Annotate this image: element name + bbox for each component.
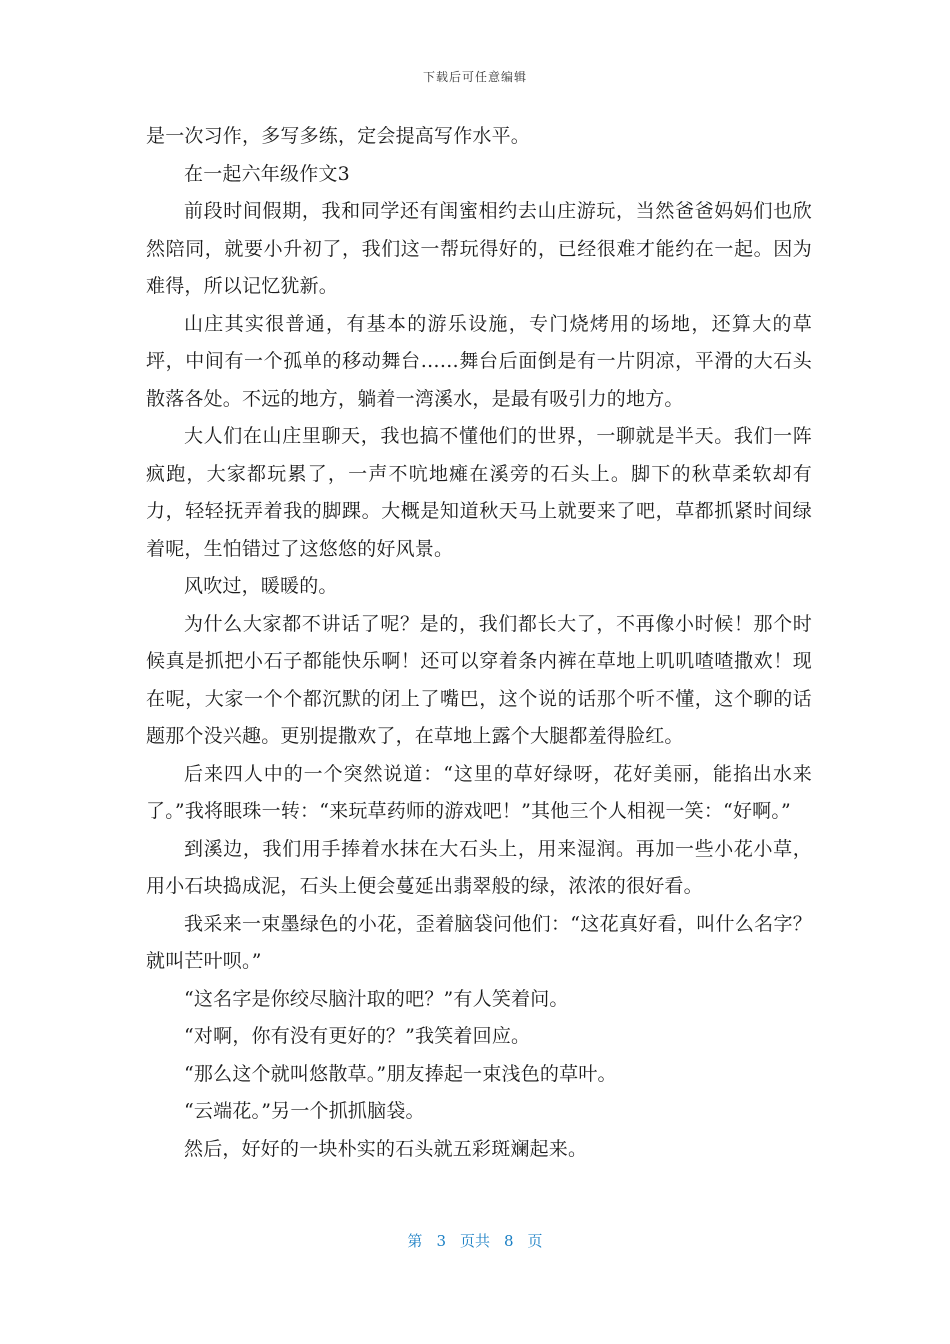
current-page-number: 3 [436, 1232, 446, 1250]
page-header: 下载后可任意编辑 [422, 70, 527, 84]
paragraph-4: 山庄其实很普通，有基本的游乐设施，专门烧烤用的场地，还算大的草坪，中间有一个孤单的移动舞台……舞台后面倒是有一片阴凉，平滑的大石头散落各处。不远的地方，躺着一湾溪水，是最有吸引力的地方。 [146, 312, 812, 410]
paragraph-13: “那么这个就叫悠散草。”朋友捧起一束浅色的草叶。 [184, 1062, 617, 1085]
document-body [146, 118, 812, 1168]
paragraph-1: 是一次习作，多写多练，定会提高写作水平。 [146, 125, 531, 147]
paragraph-6: 风吹过，暖暖的。 [184, 575, 338, 597]
paragraph-5: 大人们在山庄里聊天，我也搞不懂他们的世界，一聊就是半天。我们一阵疯跑，大家都玩累了，一声不吭地瘫在溪旁的石头上。脚下的秋草柔软却有力，轻轻抚弄着我的脚踝。大概是知道秋天马上就要来了吧，草都抓紧时间绿着呢，生怕错过了这悠悠的好风景。 [146, 425, 812, 560]
total-pages-number: 8 [504, 1232, 514, 1250]
paragraph-9: 到溪边，我们用手捧着水抹在大石头上，用来湿润。再加一些小花小草，用小石块捣成泥，石头上便会蔓延出翡翠般的绿，浓浓的很好看。 [146, 837, 812, 897]
page-footer [0, 1230, 950, 1251]
footer-suffix: 页 [527, 1232, 543, 1250]
paragraph-14: “云端花。”另一个抓抓脑袋。 [184, 1100, 425, 1122]
footer-middle: 页共 [459, 1232, 490, 1250]
footer-prefix: 第 [407, 1232, 423, 1250]
paragraph-10: 我采来一束墨绿色的小花，歪着脑袋问他们：“这花真好看，叫什么名字？就叫芒叶呗。” [146, 912, 812, 972]
paragraph-3: 前段时间假期，我和同学还有闺蜜相约去山庄游玩，当然爸爸妈妈们也欣然陪同，就要小升初了，我们这一帮玩得好的，已经很难才能约在一起。因为难得，所以记忆犹新。 [146, 200, 812, 297]
paragraph-12: “对啊，你有没有更好的？”我笑着回应。 [184, 1025, 531, 1047]
paragraph-15: 然后，好好的一块朴实的石头就五彩斑斓起来。 [184, 1137, 588, 1160]
essay-title: 在一起六年级作文3 [184, 162, 350, 185]
paragraph-11: “这名字是你绞尽脑汁取的吧？”有人笑着问。 [184, 987, 569, 1010]
paragraph-7: 为什么大家都不讲话了呢？是的，我们都长大了，不再像小时候！那个时候真是抓把小石子都能快乐啊！还可以穿着条内裤在草地上叽叽喳喳撒欢！现在呢，大家一个个都沉默的闭上了嘴巴，这个说的话那个听不懂，这个聊的话题那个没兴趣。更别提撒欢了，在草地上露个大腿都羞得脸红。 [146, 612, 812, 747]
paragraph-8: 后来四人中的一个突然说道：“这里的草好绿呀，花好美丽，能掐出水来了。”我将眼珠一转：“来玩草药师的游戏吧！”其他三个人相视一笑：“好啊。” [146, 762, 812, 822]
